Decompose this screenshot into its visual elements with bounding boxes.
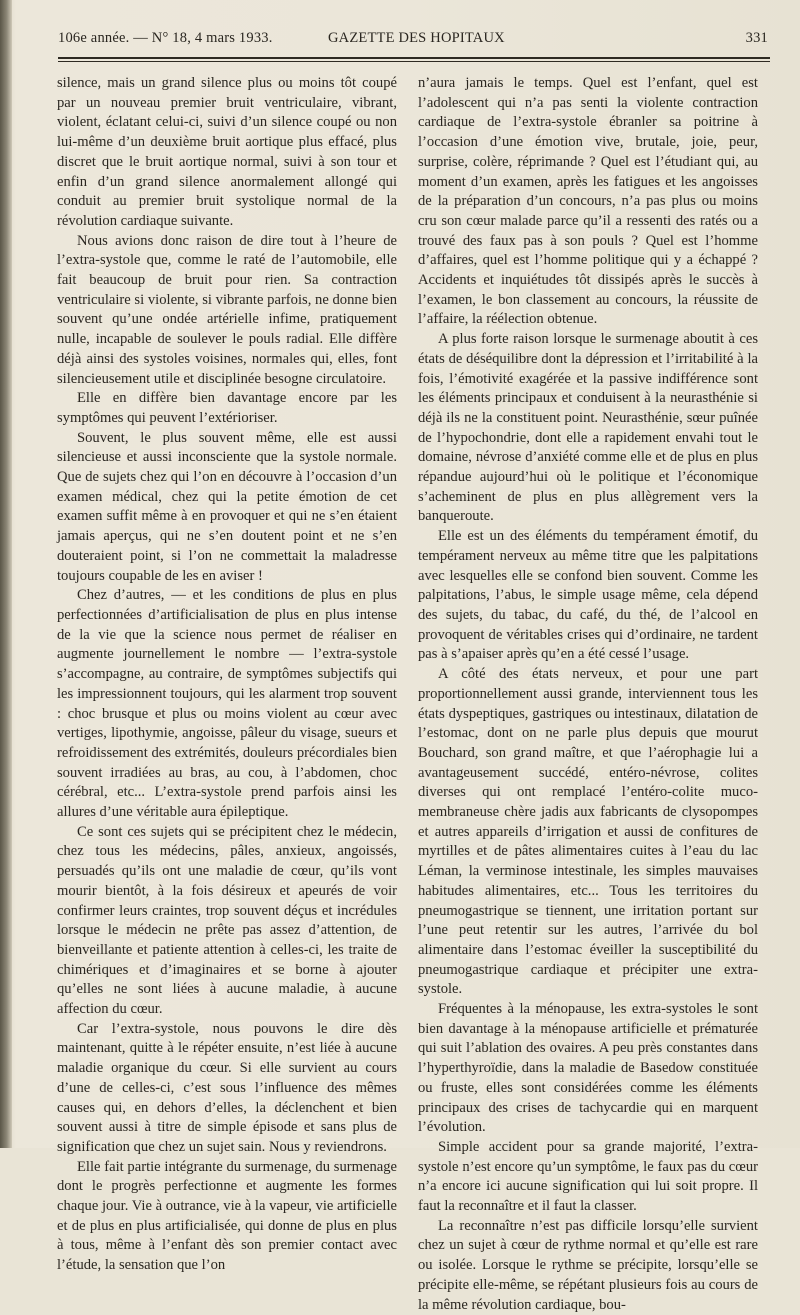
paragraph: A côté des états nerveux, et pour une part proportionnellement aussi grande, interviennent tous les états dyspeptiques, gastriques ou intestinaux, dilatation de l’estomac, dont on ne parle plus depuis que mourut Bouchard, son grand maître, et que l’aérophagie lui a avantageusement succédé, entéro-névrose, colites diverses qui ont remplacé l’entéro-colite muco-membraneuse chère jadis aux fabricants de clysopompes et autres appareils d’irrigation et aussi de confitures de myrtilles et de pâtes alimentaires cuites à l’eau du lac Léman, la verminose intestinale, les simples mauvaises habitudes alimentaires, etc... Tous les territoires du pneumogastrique se tiennent, une irritation portant sur l’une peut retentir sur les autres, l’arrivée du bol alimentaire dans l’estomac éveiller la susceptibilité du pneumogastrique cardiaque et précipiter une extra-systole. [418,666,758,998]
right-column [418,74,758,1315]
paragraph: silence, mais un grand silence plus ou moins tôt coupé par un nouveau premier bruit ventriculaire, vibrant, violent, éclatant celui-ci, suivi d’un silence coupé ou non lui-même d’un deuxième bruit aortique plus effacé, plus discret que le bruit aortique normal, suivi à son tour et enfin d’un grand silence anormalement allongé qui conduit au premier bruit systolique normal de la révolution cardiaque suivante. [57,75,397,229]
publication-title: GAZETTE DES HOPITAUX [328,30,505,46]
paragraph: A plus forte raison lorsque le surmenage aboutit à ces états de déséquilibre dont la dépression et l’irritabilité à la fois, l’émotivité exagérée et la passive indifférence sont les éléments principaux et conduisent à la neurasthénie si déjà ils ne la constituent point. Neurasthénie, sœur puînée de l’hypochondrie, dont elle a rapidement envahi tout le domaine, névrose d’anxiété comme elle et de plus en plus répandue aujourd’hui où le politique et l’économique s’acheminent de plus en plus allègrement vers la banqueroute. [418,331,758,525]
paragraph: Simple accident pour sa grande majorité, l’extra-systole n’est encore qu’un symptôme, le faux pas du cœur n’a encore ici aucune signification qui lui soit propre. Il faut la reconnaître et il faut la classer. [418,1138,758,1215]
paragraph: n’aura jamais le temps. Quel est l’enfant, quel est l’adolescent qui n’a pas senti la violente contraction cardiaque de l’extra-systole ébranler sa poitrine à l’occasion d’une émotion vive, brutale, joie, peur, surprise, colère, réprimande ? Quel est l’étudiant qui, au moment d’un examen, après les fatigues et les angoisses de la préparation d’un concours, n’a pas plus ou moins cru son cœur malade parce qu’il a ressenti des ratés ou a trouvé des faux pas à son pouls ? Quel est l’homme d’affaires, quel est l’homme politique qui y a échappé ? Accidents et inquiétudes tôt dissipés après le succès à l’examen, le bon classement au concours, la réussite de l’affaire, la réélection obtenue. [418,75,758,328]
page-header [58,30,768,52]
binding-spine [0,0,12,1148]
paragraph: La reconnaître n’est pas difficile lorsqu’elle survient chez un sujet à cœur de rythme normal et qu’elle est rare ou isolée. Lorsque le rythme se précipite, lorsqu’elle se précipite elle-même, se répétant plusieurs fois au cours de la même révolution cardiaque, bou- [418,1217,758,1313]
paragraph: Car l’extra-systole, nous pouvons le dire dès maintenant, quitte à le répéter ensuite, n’est liée à aucune maladie organique du cœur. Si elle survient au cours d’une de celles-ci, c’est sous l’influence des mêmes causes qui, en dehors d’elles, la déclenchent et bien souvent aussi à titre de simple épisode et sans plus de signification que chez un sujet sain. Nous y reviendrons. [57,1020,397,1155]
paragraph: Elle en diffère bien davantage encore par les symptômes qui peuvent l’extérioriser. [57,390,397,426]
paragraph: Nous avions donc raison de dire tout à l’heure de l’extra-systole que, comme le raté de l’automobile, elle fait beaucoup de bruit pour rien. Sa contraction ventriculaire si violente, si vibrante parfois, ne donne bien souvent qu’une ondée artérielle infime, pratiquement nulle, incapable de soulever le pouls radial. Elle diffère déjà ainsi des systoles voisines, normales qui, elles, font silencieusement utile et disciplinée besogne circulatoire. [57,232,397,387]
paragraph: Fréquentes à la ménopause, les extra-systoles le sont bien davantage à la ménopause artificielle et prématurée qui suit l’ablation des ovaires. A peu près constantes dans l’hyperthyroïdie, dans la maladie de Basedow constituée ou fruste, elles sont considérées comme les éléments principaux des crises de tachycardie qui en marquent l’évolution. [418,1001,758,1136]
paragraph: Souvent, le plus souvent même, elle est aussi silencieuse et aussi inconsciente que la systole normale. Que de sujets chez qui l’on en découvre à l’occasion d’un examen médical, chez qui la petite émotion de cet examen suffit même à en provoquer et qui ne s’en étaient jamais aperçus, qui ne s’en doutent point et ne s’en douteraient point, si l’on ne commettait la maladresse toujours coupable de les en aviser ! [57,429,397,584]
issue-info: 106e année. — N° 18, 4 mars 1933. [58,30,273,46]
header-rule-thick [58,57,770,59]
page-number: 331 [745,30,768,46]
paragraph: Ce sont ces sujets qui se précipitent chez le médecin, chez tous les médecins, pâles, anxieux, angoissés, persuadés qu’ils ont une maladie de cœur, qu’ils vont mourir bientôt, à la fois désireux et apeurés de voir confirmer leurs craintes, trop souvent déçus et incrédules lorsque le médecin ne prête pas assez d’attention, de bienveillante et patiente attention à celles-ci, les traite de chimériques et d’imaginaires et se borne à ajouter qu’elles ne sont liées à aucune maladie, à aucune affection du cœur. [57,823,397,1018]
header-rule-thin [58,61,770,62]
paragraph: Chez d’autres, — et les conditions de plus en plus perfectionnées d’artificialisation de plus en plus intense de la vie que la science nous permet de réaliser en augmente journellement le nombre — l’extra-systole s’accompagne, au contraire, de symptômes subjectifs qui les impressionnent toujours, qui les alarment trop souvent : choc brusque et plus ou moins violent au cœur avec vertiges, lipothymie, angoisse, pâleur du visage, sueurs et refroidissement des extrémités, douleurs précordiales bien souvent irradiées au bras, au cou, à l’abdomen, choc cérébral, etc... L’extra-systole prend parfois ainsi les allures d’une véritable aura épileptique. [57,587,397,821]
left-column [57,74,397,1276]
paragraph: Elle est un des éléments du tempérament émotif, du tempérament nerveux au même titre que les palpitations avec lesquelles elle se confond bien souvent. Comme les palpitations, l’abus, le simple usage même, cela dépend des sujets, du tabac, du café, du thé, de l’alcool en provoquent de véritables crises qui d’ordinaire, ne tardent pas à s’apaiser après qu’en a été cessé l’usage. [418,528,758,663]
paragraph: Elle fait partie intégrante du surmenage, du surmenage dont le progrès perfectionne et augmente les formes chaque jour. Vie à outrance, vie à la vapeur, vie artificielle et de plus en plus artificialisée, qui donne de plus en plus à tous, même à l’enfant dès son premier contact avec l’étude, la sensation que l’on [57,1158,397,1274]
